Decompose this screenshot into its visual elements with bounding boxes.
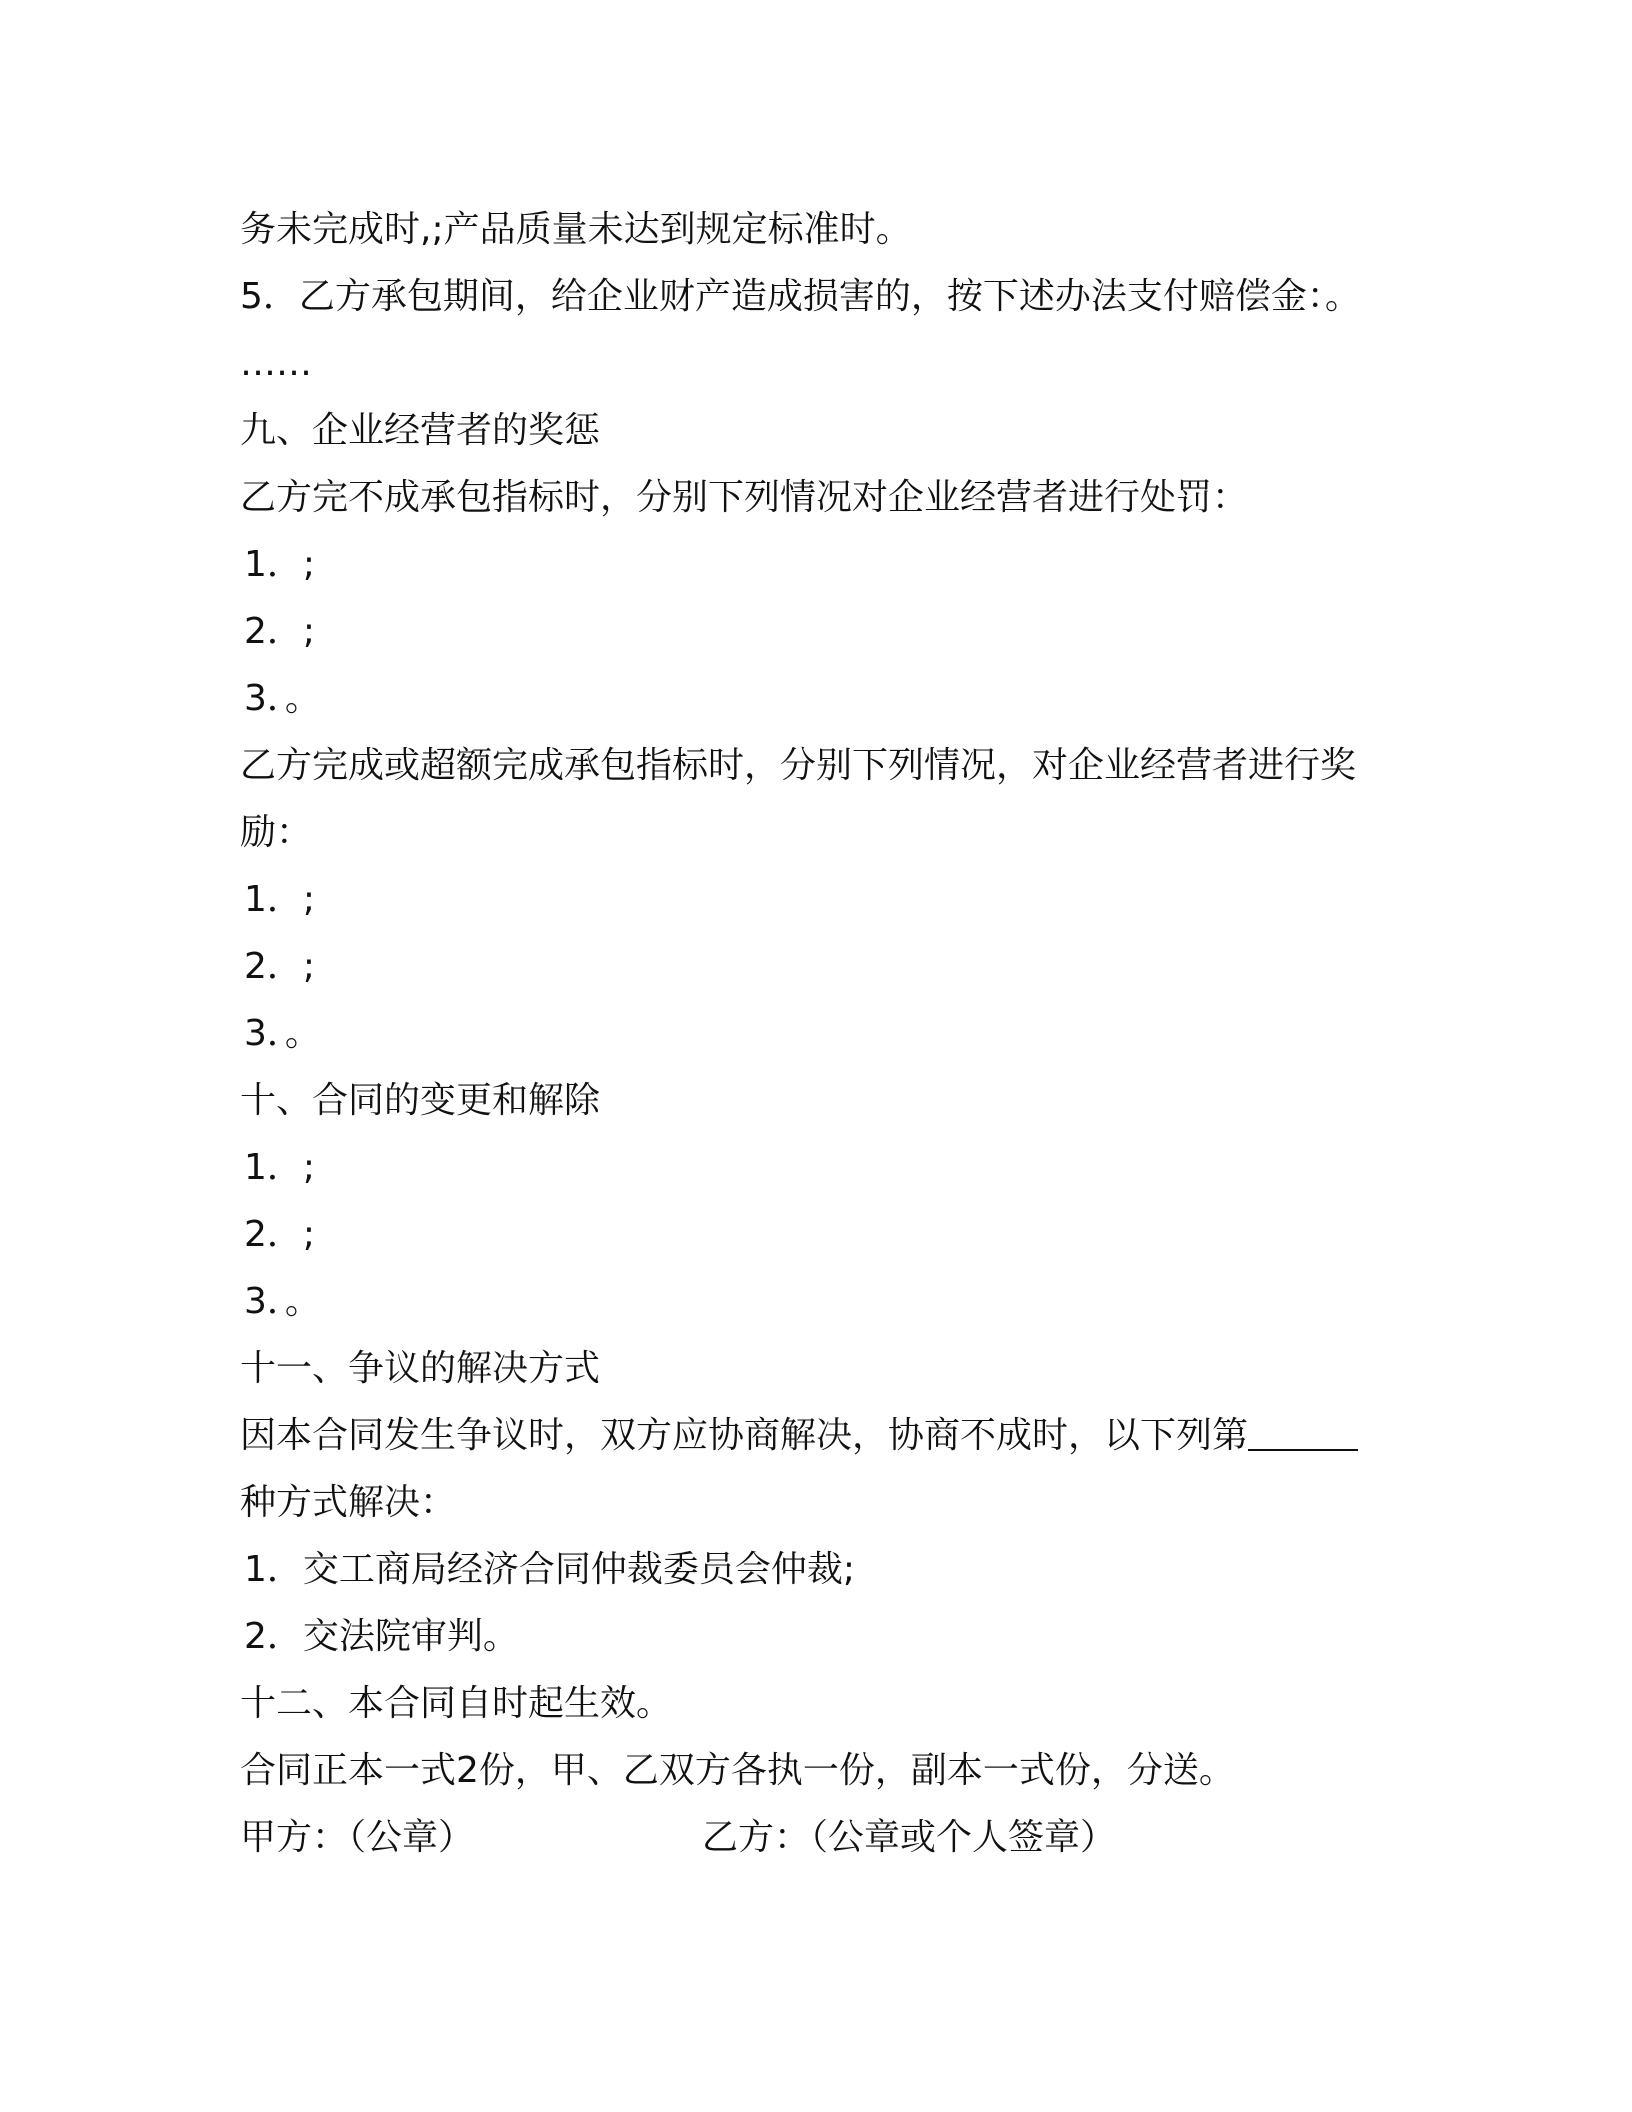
section-9-reward-intro: 乙方完成或超额完成承包指标时，分别下列情况，对企业经营者进行奖: [240, 745, 1357, 786]
reward-item-2: 2．;: [244, 946, 316, 987]
clause-5: 5．乙方承包期间，给企业财产造成损害的，按下述办法支付赔偿金：。: [240, 276, 1361, 317]
copies-clause: 合同正本一式2份，甲、乙双方各执一份，副本一式份，分送。: [240, 1750, 1235, 1791]
section-9-title: 九、企业经营者的奖惩: [240, 410, 601, 451]
section-12-title: 十二、本合同自时起生效。: [240, 1683, 673, 1724]
reward-item-1: 1．;: [244, 879, 316, 920]
section-9-penalty-intro: 乙方完不成承包指标时，分别下列情况对企业经营者进行处罚：: [240, 477, 1249, 518]
party-a-signature: 甲方：（公章）: [240, 1817, 475, 1858]
section-11-title: 十一、争议的解决方式: [240, 1348, 601, 1389]
dispute-intro: [240, 1402, 1400, 1469]
paragraph-line: 务未完成时,;产品质量未达到规定标准时。: [240, 209, 912, 250]
dispute-intro-cont: 种方式解决：: [240, 1482, 457, 1523]
party-b-signature: 乙方：（公章或个人签章）: [702, 1817, 1117, 1858]
ellipsis: ……: [240, 343, 312, 384]
reward-item-3: 3．。: [244, 1013, 321, 1054]
penalty-item-3: 3．。: [244, 678, 321, 719]
contract-body: [240, 196, 1400, 1871]
change-item-3: 3．。: [244, 1281, 321, 1322]
section-9-reward-intro-cont: 励：: [240, 812, 313, 853]
penalty-item-2: 2．;: [244, 611, 316, 652]
dispute-intro-text: 因本合同发生争议时，双方应协商解决，协商不成时，以下列第: [240, 1415, 1249, 1456]
fill-in-blank: [1248, 1409, 1358, 1451]
dispute-option-2: 2．交法院审判。: [244, 1616, 519, 1657]
section-10-title: 十、合同的变更和解除: [240, 1080, 601, 1121]
signature-row: [240, 1804, 1400, 1871]
change-item-2: 2．;: [244, 1214, 316, 1255]
change-item-1: 1．;: [244, 1147, 316, 1188]
dispute-option-1: 1．交工商局经济合同仲裁委员会仲裁;: [244, 1549, 856, 1590]
penalty-item-1: 1．;: [244, 544, 316, 585]
